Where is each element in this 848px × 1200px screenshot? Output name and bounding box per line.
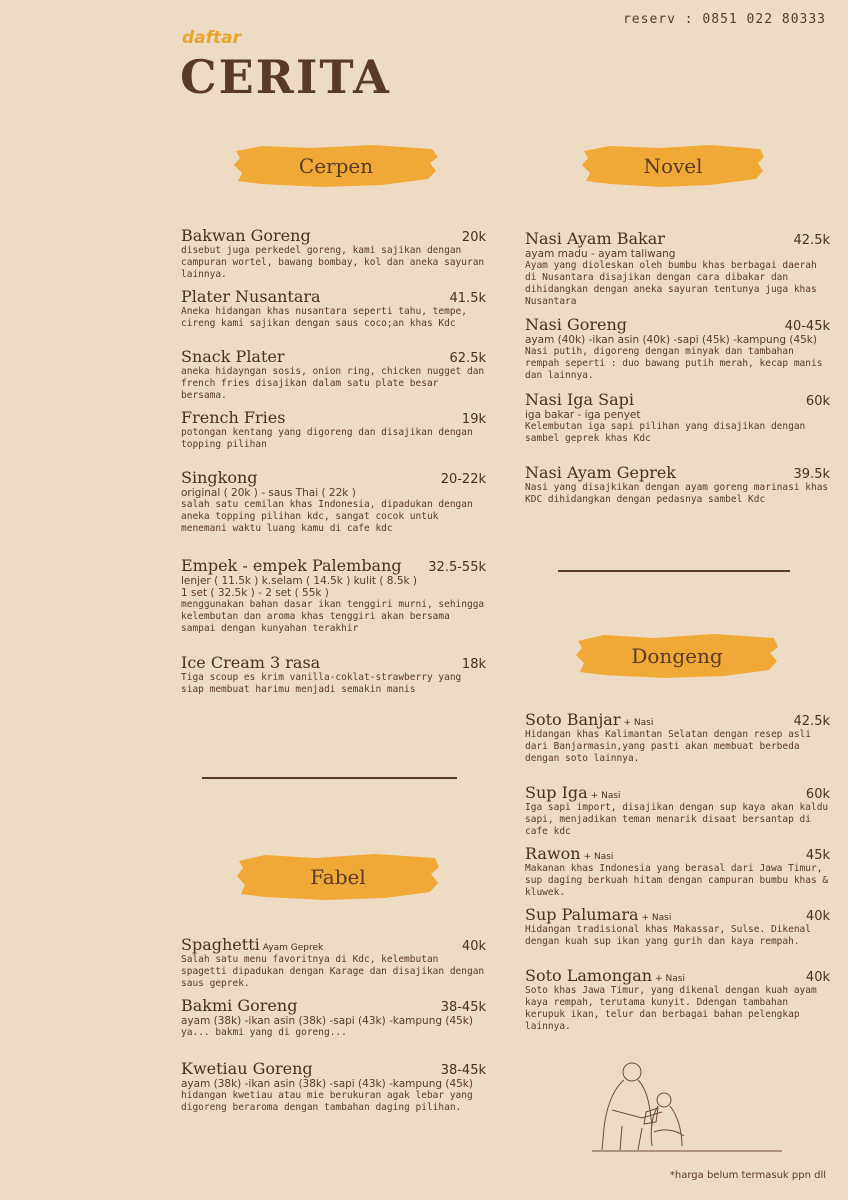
item-options: ayam (38k) -ikan asin (38k) -sapi (43k) -kampung (45k) [181,1078,473,1090]
item-price: 60k [805,787,830,802]
reservation-phone: reserv : 0851 022 80333 [622,12,826,27]
item-price: 38-45k [440,1000,486,1015]
menu-item-snack-plater [181,347,486,402]
item-name: Plater Nusantara [181,287,321,306]
item-description: Tiga scoup es krim vanilla-coklat-strawberry yang siap membuat harimu menjadi semakin manis [181,672,462,695]
menu-item-rawon [525,844,830,899]
item-price: 40k [805,970,830,985]
item-price: 40k [805,909,830,924]
section-title: Cerpen [298,154,374,178]
item-description: Nasi putih, digoreng dengan minyak dan tambahan rempah seperti : duo bawang putih merah, kecap manis dan lainnya. [525,346,823,381]
item-description: hidangan kwetiau atau mie berukuran agak lebar yang digoreng beraroma dengan tambahan daging pilihan. [181,1090,473,1113]
item-price: 18k [461,657,486,672]
item-suffix: + Nasi [590,791,621,801]
menu-item-bakmi-goreng [181,996,486,1039]
item-name: Sup Iga [525,783,588,802]
item-name: Singkong [181,468,258,487]
item-options: lenjer ( 11.5k ) k.selam ( 14.5k ) kulit ( 8.5k ) [181,575,418,587]
menu-item-soto-banjar [525,710,830,765]
item-price: 62.5k [449,351,486,366]
item-description: Salah satu menu favoritnya di Kdc, kelembutan spagetti dipadukan dengan Karage dan disajikan dengan saus geprek. [181,954,485,989]
item-name: Nasi Goreng [525,315,628,334]
item-name: Soto Lamongan [525,966,653,985]
menu-item-nasi-ayam-geprek [525,463,830,506]
section-title: Novel [643,154,703,178]
item-options-sets: 1 set ( 32.5k ) - 2 set ( 55k ) [181,587,329,599]
item-price: 45k [805,848,830,863]
item-description: potongan kentang yang digoreng dan disajikan dengan topping pilihan [181,427,473,450]
item-name: Nasi Ayam Bakar [525,229,665,248]
item-description: Nasi yang disajkikan dengan ayam goreng marinasi khas KDC dihidangkan dengan pedasnya sambel Kdc [525,482,829,505]
item-price: 39.5k [793,467,830,482]
item-description: Hidangan khas Kalimantan Selatan dengan resep asli dari Banjarmasin,yang pasti akan membuat berbeda dengan soto lainnya. [525,729,811,764]
divider-left [202,777,457,779]
section-header-novel [580,143,766,189]
menu-item-sup-iga [525,783,830,838]
item-description: disebut juga perkedel goreng, kami sajikan dengan campuran wortel, bawang bombay, kol dan aneka sayuran lainnya. [181,245,485,280]
item-price: 32.5-55k [428,560,486,575]
menu-item-nasi-goreng [525,315,830,382]
item-name: Nasi Iga Sapi [525,390,634,409]
item-name: Sup Palumara [525,905,639,924]
menu-item-nasi-ayam-bakar [525,229,830,308]
brand-title: CERITA [180,50,391,104]
item-description: salah satu cemilan khas Indonesia, dipadukan dengan aneka topping pilihan kdc, sangat cocok untuk menemani waktu luang kamu di cafe kdc [181,499,473,534]
item-description: ya... bakmi yang di goreng... [181,1027,347,1038]
divider-right [558,570,790,572]
menu-item-spaghetti [181,935,486,990]
item-options: ayam (38k) -ikan asin (38k) -sapi (43k) -kampung (45k) [181,1015,473,1027]
item-price: 42.5k [793,714,830,729]
item-suffix: + Nasi [641,913,672,923]
item-name: Rawon [525,844,581,863]
item-name: Ice Cream 3 rasa [181,653,321,672]
item-name: Spaghetti [181,935,260,954]
section-header-fabel [235,852,441,902]
menu-item-plater-nusantara [181,287,486,330]
item-name: Bakwan Goreng [181,226,311,245]
item-suffix: Ayam Geprek [262,943,324,953]
item-name: Empek - empek Palembang [181,556,402,575]
item-description: Soto khas Jawa Timur, yang dikenal dengan kuah ayam kaya rempah, terutama kunyit. Ddengan tambahan kerupuk ikan, telur dan berbagai bahan pelengkap lainnya. [525,985,817,1032]
item-price: 60k [805,394,830,409]
item-description: Makanan khas Indonesia yang berasal dari Jawa Timur, sup daging berkuah hitam dengan campuran bumbu khas & kluwek. [525,863,829,898]
menu-item-nasi-iga-sapi [525,390,830,445]
item-suffix: + Nasi [623,718,654,728]
menu-item-soto-lamongan [525,966,830,1033]
menu-item-bakwan-goreng [181,226,486,281]
item-description: Aneka hidangan khas nusantara seperti tahu, tempe, cireng kami sajikan dengan saus coco;an khas Kdc [181,306,467,329]
menu-item-singkong [181,468,486,535]
item-name: Bakmi Goreng [181,996,298,1015]
item-options: ayam (40k) -ikan asin (40k) -sapi (45k) -kampung (45k) [525,334,817,346]
item-description: Ayam yang dioleskan oleh bumbu khas berbagai daerah di Nusantara disajikan dengan cara dibakar dan dihidangkan dengan aneka sayuran tentunya juga khas Nusantara [525,260,817,307]
item-name: French Fries [181,408,286,427]
item-options: ayam madu - ayam taliwang [525,248,676,260]
item-name: Snack Plater [181,347,285,366]
menu-item-french-fries [181,408,486,451]
section-header-dongeng [574,632,780,680]
item-description: menggunakan bahan dasar ikan tenggiri murni, sehingga kelembutan dan aroma khas tenggiri akan bersama sampai dengan kunyahan terakhir [181,599,485,634]
item-options: iga bakar - iga penyet [525,409,641,421]
reading-people-illustration-icon [592,1050,782,1160]
menu-item-empek-empek [181,556,486,635]
item-name: Nasi Ayam Geprek [525,463,676,482]
item-description: aneka hidayngan sosis, onion ring, chicken nugget dan french fries disajikan dalam satu plate besar bersama. [181,366,485,401]
item-price: 40-45k [784,319,830,334]
section-title: Dongeng [631,644,723,668]
item-price: 19k [461,412,486,427]
menu-item-ice-cream [181,653,486,696]
item-suffix: + Nasi [583,852,614,862]
item-description: Iga sapi import, disajikan dengan sup kaya akan kaldu sapi, menjadikan teman menarik disaat bersantap di cafe kdc [525,802,829,837]
item-price: 42.5k [793,233,830,248]
item-price: 20k [461,230,486,245]
item-price: 38-45k [440,1063,486,1078]
brand-subtitle: daftar [182,28,242,48]
item-name: Kwetiau Goreng [181,1059,313,1078]
item-suffix: + Nasi [655,974,685,984]
section-title: Fabel [310,865,366,889]
price-footnote: *harga belum termasuk ppn dll [669,1170,826,1181]
menu-item-kwetiau-goreng [181,1059,486,1114]
section-header-cerpen [232,143,440,189]
menu-item-sup-palumara [525,905,830,948]
item-price: 20-22k [440,472,486,487]
item-price: 41.5k [449,291,486,306]
item-description: Hidangan tradisional khas Makassar, Sulse. Dikenal dengan kuah sup ikan yang gurih dan kaya rempah. [525,924,811,947]
item-price: 40k [461,939,486,954]
item-description: Kelembutan iga sapi pilihan yang disajikan dengan sambel geprek khas Kdc [525,421,806,444]
item-name: Soto Banjar [525,710,621,729]
item-options: original ( 20k ) - saus Thai ( 22k ) [181,487,356,499]
